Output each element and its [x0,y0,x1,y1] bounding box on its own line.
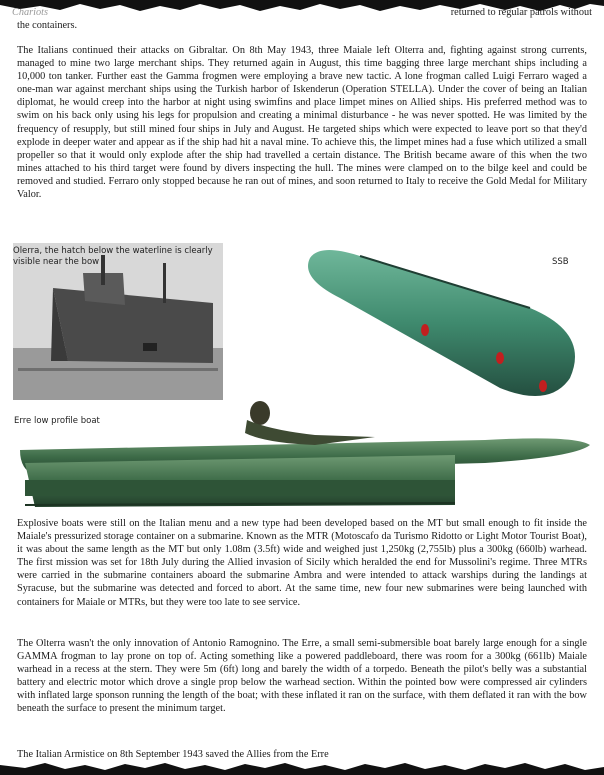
header-fragment-tail: returned to regular patrols without [450,7,592,18]
paragraph-gibraltar [17,44,587,201]
ssb-caption: SSB [552,257,569,267]
paragraph-text: The Olterra wasn't the only innovation of Antonio Ramognino. The Erre, a small semi-submersible boat barely large enough for a single GAMMA frogman to lay prone on top of. Acting something like a powered paddleboard, there was room for a 300kg (661lb) Maiale warhead in a recess at the stern. They were 5m (6ft) long and barely the width of a torpedo. Beneath the pilot's belly was a substantial battery and electric motor which drove a single prop below the warhead section. Within the pointed bow were compressed air cylinders with inflated large sponson running the length of the boat; with these inflated it ran on the surface, with them deflated it ran with the bow beneath the surface to present the minimum target. [17,638,587,715]
header-fragment-lead: Chariots [12,7,49,18]
erre-illustration [15,395,595,513]
paragraph-erre [17,637,587,716]
paragraph-text: Explosive boats were still on the Italian menu and a new type had been developed based on the MT but small enough to fit inside the Maiale's pressurized storage container on a submarine. Known as the MTR (Motoscafo da Turismo Ridotto or Light Motor Tourist Boat), it was about the same length as the MT but only 1.08m (3.5ft) wide and weighed just 1,250kg (2,755lb) plus a 300kg (660lb) warhead. The first mission was set for 18th July during the Allied invasion of Sicily which heralded the end for Mussolini's regime. Three MTRs were carried in the submarine containers aboard the submarine Ambra and were intended to attack warships during the landings at Syracuse, but the submarine was detected and forced to abort. At the same time, new four new submarines were being launched with containers for Maiale or MTRs, but they were too late to see service. [17,518,587,608]
top-text-fragment [12,6,592,31]
erre-caption: Erre low profile boat [14,416,100,426]
paragraph-mtr [17,517,587,609]
torn-bottom-edge [0,755,604,775]
olterra-caption: Olerra, the hatch below the waterline is clearly visible near the bow [13,246,213,267]
paragraph-text: The Italian Armistice on 8th September 1943 saved the Allies from the Erre [17,749,329,760]
header-fragment-tail2: the containers. [17,20,78,31]
paragraph-text: The Italians continued their attacks on Gibraltar. On 8th May 1943, three Maiale left Olterra and, fighting against strong currents, managed to mine two large merchant ships. They returned again in August, this time bagging three large merchant ships including a 10,000 ton tanker. Further east the Gamma frogmen were employing a brave new tactic. A lone frogman called Luigi Ferraro waged a one-man war against merchant ships using the Turkish harbor of Iskenderun (Operation STELLA). Under the cover of being an Italian diplomat, he would creep into the harbor at night using swimfins and place limpet mines on Allied ships. His preferred method was to swim on his back only using his legs for propulsion and creating a minimal disturbance - he was never spotted. He was limited by the frequency of resupply, but still mined four ships in July and August. He targeted ships which were expected to leave port so that they'd explode in deeper water and appear as if the ship had hit a naval mine. To achieve this, the limpet mines had a fuse which utilized a small propeller so that it would only explode after the ship had travelled a certain distance. The British became aware of this when the two mines attached to his third target were found by divers inspecting the hull. The mines were clamped on to the bilge keel and could be removed and studied. Ferraro only stopped because he ran out of mines, and soon returned to Italy to receive the Gold Medal for Military Valor. [17,45,587,201]
